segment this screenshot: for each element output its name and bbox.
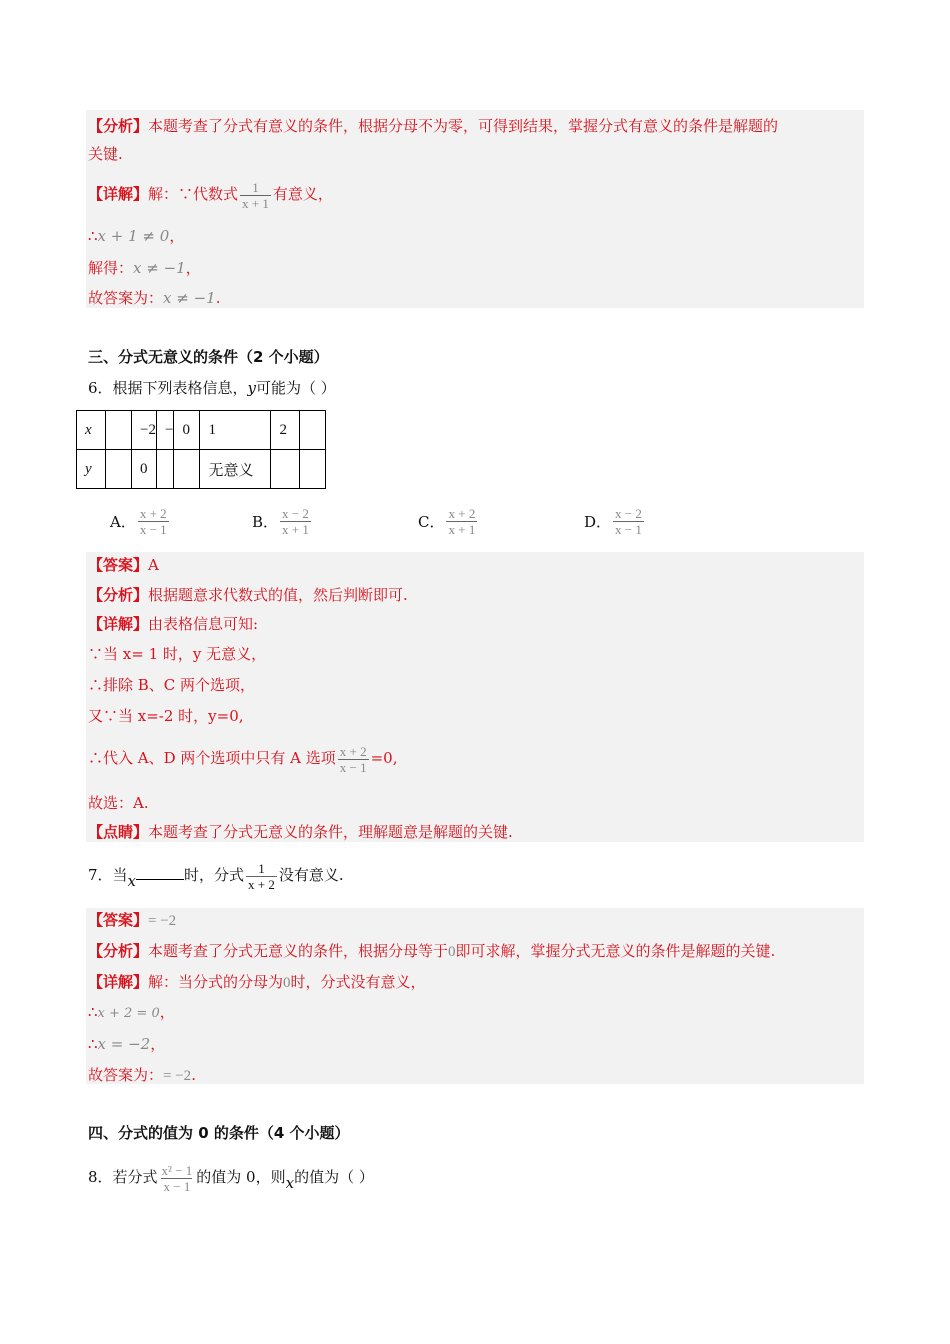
fraction: $\frac{x - 2}{x + 1}$ [282, 506, 309, 537]
fraction: $\frac{x + 2}{x + 1}$ [448, 506, 476, 537]
choice-a[interactable]: A． $\frac{x + 2}{x - 1}$ [110, 506, 167, 537]
step-line: 解得：x ≠ −1， [88, 259, 201, 277]
step-line: ∴排除 B、C 两个选项， [88, 676, 256, 694]
question-stem: 8．若分式 $\frac{\text{x² − 1}}{x - 1}$ 的值为 0，则x的值为（ ） [88, 1162, 374, 1194]
question-stem: 6．根据下列表格信息，y可能为（ ） [88, 379, 336, 397]
section-title: 三、分式无意义的条件（2 个小题） [88, 348, 329, 366]
section-title: 四、分式的值为 0 的条件（4 个小题） [88, 1124, 350, 1142]
info-table [76, 410, 326, 489]
answer-line: 【答案】A [88, 556, 159, 574]
choice-b[interactable]: B． $\frac{x - 2}{x + 1}$ [252, 506, 309, 537]
answer-blank[interactable] [136, 865, 184, 880]
fraction: $\frac{x + 2}{x - 1}$ [139, 506, 167, 537]
fraction: $\frac{1}{x + 1}$ [242, 179, 269, 211]
analysis-line: 【分析】本题考查了分式有意义的条件，根据分母不为零，可得到结果，掌握分式有意义的条件是解题的 [88, 117, 779, 135]
choice-c[interactable]: C． $\frac{x + 2}{x + 1}$ [418, 506, 476, 537]
table-row: x −2 − 0 1 2 [77, 411, 326, 450]
step-line: ∴x = −2， [88, 1035, 166, 1053]
choice-d[interactable]: D． $\frac{x - 2}{x - 1}$ [584, 506, 642, 537]
step-line: 又∵当 x=-2 时，y=0, [88, 707, 244, 725]
step-line: ∴x + 2 = 0， [88, 1003, 175, 1021]
question-stem: 7．当x 时，分式 $\frac{1}{x + 2}$ 没有意义. [88, 860, 344, 892]
fraction: $\frac{1}{x + 2}$ [248, 860, 275, 892]
detail-line: 【详解】由表格信息可知: [88, 615, 259, 633]
answer-line: 【答案】= −2 [88, 911, 177, 929]
analysis-line: 【分析】根据题意求代数式的值，然后判断即可. [88, 586, 408, 604]
detail-line: 【详解】解：∵代数式 $\frac{1}{x + 1}$ 有意义， [88, 179, 333, 211]
step-line: ∴代入 A、D 两个选项中只有 A 选项 $\frac{x + 2}{x - 1}$ =0, [88, 743, 398, 775]
step-line: ∴x + 1 ≠ 0， [88, 227, 185, 245]
step-line: 故答案为：x ≠ −1. [88, 289, 221, 307]
analysis-line-cont: 关键. [88, 145, 123, 163]
analysis-line: 【分析】本题考查了分式无意义的条件，根据分母等于0即可求解，掌握分式无意义的条件是解题的关键. [88, 942, 776, 960]
table-row: y 0 无意义 [77, 450, 326, 489]
detail-line: 【详解】解：当分式的分母为0时，分式没有意义， [88, 973, 426, 991]
step-line: 故答案为：= −2. [88, 1066, 196, 1084]
step-line: 故选：A. [88, 794, 149, 812]
fraction: $\frac{x - 2}{x - 1}$ [615, 506, 642, 537]
step-line: ∵当 x= 1 时，y 无意义， [88, 645, 267, 663]
fraction: $\frac{\text{x² − 1}}{x - 1}$ [161, 1162, 193, 1194]
solution-panel-7 [86, 908, 864, 1084]
remark-line: 【点睛】本题考查了分式无意义的条件，理解题意是解题的关键. [88, 823, 513, 841]
fraction: $\frac{x + 2}{x - 1}$ [339, 743, 367, 775]
